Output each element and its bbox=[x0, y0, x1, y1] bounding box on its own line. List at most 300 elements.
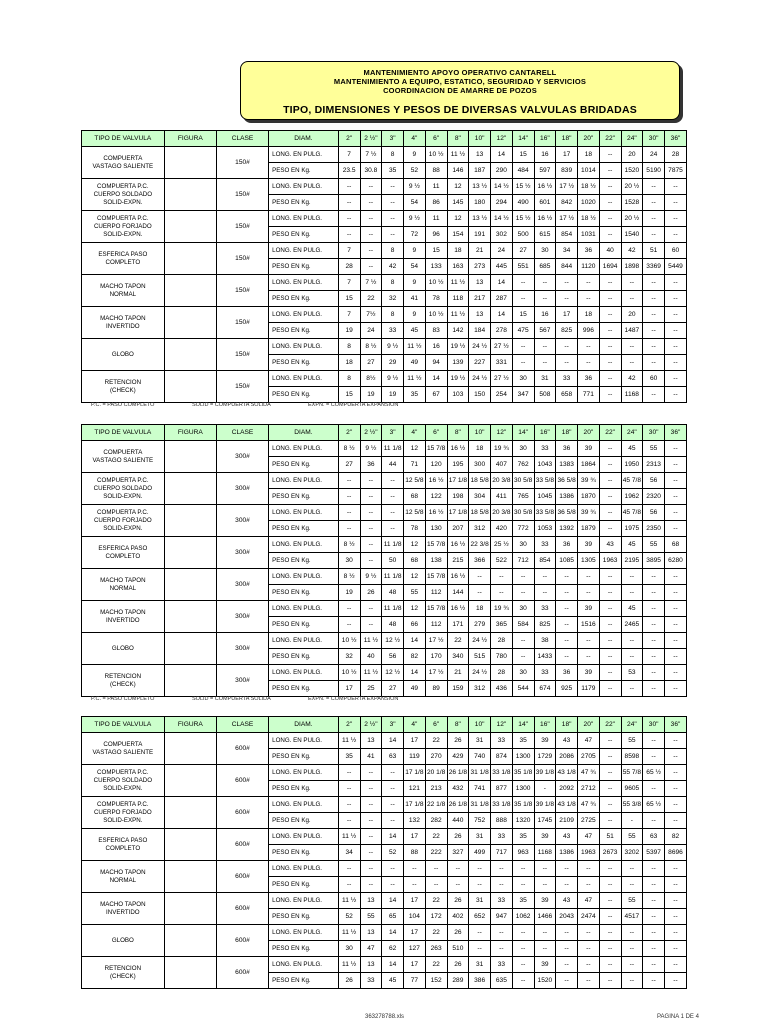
weight-value: 2092 bbox=[556, 781, 578, 797]
weight-value: 445 bbox=[491, 259, 513, 275]
valve-type: MACHO TAPON INVERTIDO bbox=[82, 893, 165, 925]
length-value: 43 bbox=[556, 893, 578, 909]
length-value: 11 1/8 bbox=[382, 537, 404, 553]
column-header: CLASE bbox=[216, 717, 268, 733]
weight-value: 159 bbox=[447, 681, 469, 697]
length-value: 31 bbox=[534, 371, 556, 387]
column-header: 4" bbox=[404, 425, 426, 441]
weight-value: 89 bbox=[425, 681, 447, 697]
length-value: 45 7/8 bbox=[621, 473, 643, 489]
weight-value: 597 bbox=[534, 163, 556, 179]
length-value: -- bbox=[643, 861, 665, 877]
valve-type: MACHO TAPON NORMAL bbox=[82, 861, 165, 893]
valve-table-1 bbox=[81, 424, 687, 697]
length-value: 16 ½ bbox=[425, 473, 447, 489]
column-header: DIAM. bbox=[269, 717, 339, 733]
weight-value: 1300 bbox=[512, 749, 534, 765]
length-value: 31 1/8 bbox=[469, 765, 491, 781]
weight-label: PESO EN Kg. bbox=[269, 617, 339, 633]
length-value: -- bbox=[599, 633, 621, 649]
length-value: 12 5/8 bbox=[404, 505, 426, 521]
weight-value: 180 bbox=[469, 195, 491, 211]
table-row bbox=[82, 829, 687, 845]
length-value: 39 bbox=[534, 957, 556, 973]
column-header: 2 ½" bbox=[360, 131, 382, 147]
length-value: -- bbox=[665, 797, 687, 813]
weight-value: 2350 bbox=[643, 521, 665, 537]
column-header: 20" bbox=[578, 425, 600, 441]
length-value: 40 bbox=[599, 243, 621, 259]
length-value: 17 1/8 bbox=[447, 473, 469, 489]
length-value: 17 ½ bbox=[425, 633, 447, 649]
length-value: 30 5/8 bbox=[512, 473, 534, 489]
length-label: LONG. EN PULG. bbox=[269, 733, 339, 749]
length-value: -- bbox=[665, 765, 687, 781]
length-value: 39 bbox=[578, 441, 600, 457]
length-value: 28 bbox=[665, 147, 687, 163]
weight-value: 35 bbox=[404, 387, 426, 403]
weight-value: 88 bbox=[404, 845, 426, 861]
figure-cell bbox=[164, 957, 216, 989]
weight-value: 19 bbox=[338, 323, 360, 339]
length-value: 22 bbox=[425, 893, 447, 909]
length-value: 16 ½ bbox=[447, 441, 469, 457]
report-header bbox=[240, 61, 680, 120]
length-value: -- bbox=[599, 473, 621, 489]
length-value: 14 bbox=[491, 147, 513, 163]
length-value: 11 1/8 bbox=[382, 601, 404, 617]
column-header: 10" bbox=[469, 131, 491, 147]
length-value: 33 bbox=[556, 371, 578, 387]
length-value: 9 bbox=[404, 307, 426, 323]
weight-value: -- bbox=[643, 355, 665, 371]
column-header: 36" bbox=[665, 425, 687, 441]
weight-value: -- bbox=[360, 617, 382, 633]
length-value: -- bbox=[382, 861, 404, 877]
weight-label: PESO EN Kg. bbox=[269, 585, 339, 601]
length-value: 55 bbox=[621, 893, 643, 909]
length-value: 39 ¾ bbox=[578, 473, 600, 489]
weight-value: 19 bbox=[338, 585, 360, 601]
weight-value: 1962 bbox=[621, 489, 643, 505]
length-value: 13 ½ bbox=[469, 211, 491, 227]
table-row bbox=[82, 665, 687, 681]
length-value: 9 bbox=[404, 147, 426, 163]
weight-value: 1179 bbox=[578, 681, 600, 697]
length-value: -- bbox=[578, 861, 600, 877]
weight-value: 762 bbox=[512, 457, 534, 473]
length-value: 35 bbox=[512, 829, 534, 845]
weight-value: 289 bbox=[447, 973, 469, 989]
weight-value: -- bbox=[643, 227, 665, 243]
weight-value: 96 bbox=[425, 227, 447, 243]
weight-label: PESO EN Kg. bbox=[269, 553, 339, 569]
table-row bbox=[82, 307, 687, 323]
weight-value: 2043 bbox=[556, 909, 578, 925]
weight-value: 5190 bbox=[643, 163, 665, 179]
length-value: 53 bbox=[621, 665, 643, 681]
length-value: 11 bbox=[425, 211, 447, 227]
column-header: CLASE bbox=[216, 131, 268, 147]
column-header: 3" bbox=[382, 717, 404, 733]
weight-value: 146 bbox=[447, 163, 469, 179]
length-value: 27 bbox=[512, 243, 534, 259]
table-row bbox=[82, 537, 687, 553]
weight-value: 510 bbox=[447, 941, 469, 957]
weight-value: 500 bbox=[512, 227, 534, 243]
weight-value: 1870 bbox=[578, 489, 600, 505]
length-value: 12 bbox=[404, 441, 426, 457]
length-value: -- bbox=[621, 925, 643, 941]
weight-value: 103 bbox=[447, 387, 469, 403]
class-cell: 300# bbox=[216, 601, 268, 633]
length-value: 39 bbox=[534, 893, 556, 909]
length-value: -- bbox=[425, 861, 447, 877]
file-name: 363278788.xls bbox=[365, 1014, 405, 1020]
length-value: -- bbox=[665, 925, 687, 941]
weight-value: -- bbox=[665, 973, 687, 989]
weight-value: 302 bbox=[491, 227, 513, 243]
weight-value: 138 bbox=[425, 553, 447, 569]
weight-value: -- bbox=[360, 845, 382, 861]
weight-value: -- bbox=[643, 387, 665, 403]
length-value: 15 ½ bbox=[512, 211, 534, 227]
length-value: 14 bbox=[491, 307, 513, 323]
length-value: -- bbox=[599, 797, 621, 813]
weight-label: PESO EN Kg. bbox=[269, 387, 339, 403]
weight-value: 440 bbox=[447, 813, 469, 829]
length-value: 17 bbox=[556, 147, 578, 163]
report-title: TIPO, DIMENSIONES Y PESOS DE DIVERSAS VALVULAS BRIDADAS bbox=[283, 104, 637, 116]
length-value: 30 bbox=[512, 371, 534, 387]
column-header: 24" bbox=[621, 425, 643, 441]
length-value: 42 bbox=[621, 371, 643, 387]
weight-value: 825 bbox=[534, 617, 556, 633]
weight-value: 24 bbox=[360, 323, 382, 339]
weight-value: 1320 bbox=[512, 813, 534, 829]
length-value: 56 bbox=[643, 505, 665, 521]
weight-value: -- bbox=[621, 877, 643, 893]
length-value: 8½ bbox=[360, 371, 382, 387]
length-value: -- bbox=[578, 633, 600, 649]
length-value: 16 ½ bbox=[447, 569, 469, 585]
length-value: 26 bbox=[447, 829, 469, 845]
length-value: 19 ½ bbox=[447, 371, 469, 387]
weight-value: -- bbox=[621, 291, 643, 307]
weight-value: -- bbox=[621, 973, 643, 989]
length-value: -- bbox=[599, 505, 621, 521]
column-header: 3" bbox=[382, 425, 404, 441]
weight-value: 874 bbox=[491, 749, 513, 765]
weight-value: 1963 bbox=[599, 553, 621, 569]
weight-value: 567 bbox=[534, 323, 556, 339]
weight-value: 1045 bbox=[534, 489, 556, 505]
length-label: LONG. EN PULG. bbox=[269, 275, 339, 291]
weight-value: -- bbox=[534, 941, 556, 957]
valve-type: RETENCION (CHECK) bbox=[82, 957, 165, 989]
weight-value: 86 bbox=[425, 195, 447, 211]
length-value: -- bbox=[512, 569, 534, 585]
column-header: 2" bbox=[338, 425, 360, 441]
column-header: 16" bbox=[534, 717, 556, 733]
length-value: 45 bbox=[621, 601, 643, 617]
weight-value: 72 bbox=[404, 227, 426, 243]
weight-value: 2086 bbox=[556, 749, 578, 765]
length-label: LONG. EN PULG. bbox=[269, 957, 339, 973]
length-value: 43 bbox=[599, 537, 621, 553]
length-value: -- bbox=[556, 633, 578, 649]
column-header: 22" bbox=[599, 717, 621, 733]
valve-type: GLOBO bbox=[82, 633, 165, 665]
weight-value: -- bbox=[360, 259, 382, 275]
length-value: 43 bbox=[556, 733, 578, 749]
length-value: 35 bbox=[512, 893, 534, 909]
weight-value: -- bbox=[599, 973, 621, 989]
length-value: -- bbox=[665, 441, 687, 457]
length-value: -- bbox=[665, 633, 687, 649]
weight-value: 222 bbox=[425, 845, 447, 861]
length-value: 33 bbox=[534, 441, 556, 457]
weight-value: 195 bbox=[447, 457, 469, 473]
weight-value: -- bbox=[621, 681, 643, 697]
length-value: 12 bbox=[404, 569, 426, 585]
length-value: 43 1/8 bbox=[556, 797, 578, 813]
length-value: -- bbox=[599, 211, 621, 227]
valve-type: ESFERICA PASO COMPLETO bbox=[82, 829, 165, 861]
weight-value: -- bbox=[665, 909, 687, 925]
weight-value: 47 bbox=[360, 941, 382, 957]
weight-value: -- bbox=[665, 813, 687, 829]
weight-value: 712 bbox=[512, 553, 534, 569]
length-value: 10 ½ bbox=[425, 275, 447, 291]
length-value: -- bbox=[665, 601, 687, 617]
weight-value: 515 bbox=[469, 649, 491, 665]
length-value: -- bbox=[360, 243, 382, 259]
figure-cell bbox=[164, 275, 216, 307]
weight-label: PESO EN Kg. bbox=[269, 781, 339, 797]
weight-value: -- bbox=[512, 941, 534, 957]
table-header-row bbox=[82, 131, 687, 147]
length-value: -- bbox=[512, 861, 534, 877]
length-value: -- bbox=[578, 925, 600, 941]
length-value: 16 ½ bbox=[425, 505, 447, 521]
header-line-1: MANTENIMIENTO APOYO OPERATIVO CANTARELL bbox=[363, 68, 557, 77]
weight-value: -- bbox=[338, 877, 360, 893]
length-value: 7 bbox=[338, 147, 360, 163]
length-value: 38 bbox=[534, 633, 556, 649]
weight-value: 19 bbox=[382, 387, 404, 403]
weight-value: 635 bbox=[491, 973, 513, 989]
length-label: LONG. EN PULG. bbox=[269, 893, 339, 909]
length-value: -- bbox=[491, 861, 513, 877]
length-value: 18 bbox=[469, 441, 491, 457]
length-value: -- bbox=[599, 147, 621, 163]
weight-value: 685 bbox=[534, 259, 556, 275]
length-value: -- bbox=[512, 957, 534, 973]
length-value: 9 ½ bbox=[382, 339, 404, 355]
length-value: 7 ½ bbox=[360, 275, 382, 291]
weight-value: -- bbox=[599, 291, 621, 307]
length-value: 36 bbox=[556, 537, 578, 553]
class-cell: 150# bbox=[216, 179, 268, 211]
length-value: 28 bbox=[491, 633, 513, 649]
length-value: 17 bbox=[404, 925, 426, 941]
length-value: -- bbox=[491, 569, 513, 585]
weight-value: 2725 bbox=[578, 813, 600, 829]
length-value: 45 bbox=[621, 537, 643, 553]
class-cell: 600# bbox=[216, 829, 268, 861]
length-value: 11 ½ bbox=[447, 147, 469, 163]
length-value: 55 bbox=[621, 733, 643, 749]
weight-value: -- bbox=[665, 521, 687, 537]
length-value: 30 bbox=[512, 601, 534, 617]
length-value: -- bbox=[599, 339, 621, 355]
length-value: -- bbox=[665, 179, 687, 195]
footnote-expn: EXPN. = COMPUERTA EXPANSION bbox=[308, 402, 399, 408]
table-row bbox=[82, 861, 687, 877]
weight-value: 4517 bbox=[621, 909, 643, 925]
weight-value: 26 bbox=[338, 973, 360, 989]
length-value: 9 bbox=[404, 243, 426, 259]
length-value: 18 bbox=[578, 147, 600, 163]
weight-value: 119 bbox=[404, 749, 426, 765]
length-label: LONG. EN PULG. bbox=[269, 179, 339, 195]
column-header: 12" bbox=[491, 425, 513, 441]
valve-type: COMPUERTA VASTAGO SALIENTE bbox=[82, 441, 165, 473]
weight-value: -- bbox=[382, 195, 404, 211]
length-value: -- bbox=[665, 733, 687, 749]
length-value: 55 3/8 bbox=[621, 797, 643, 813]
length-value: 22 bbox=[425, 957, 447, 973]
length-label: LONG. EN PULG. bbox=[269, 307, 339, 323]
column-header: 36" bbox=[665, 717, 687, 733]
length-value: 55 7/8 bbox=[621, 765, 643, 781]
length-value: -- bbox=[599, 601, 621, 617]
class-cell: 150# bbox=[216, 147, 268, 179]
weight-value: -- bbox=[469, 941, 491, 957]
length-value: 22 bbox=[425, 829, 447, 845]
weight-value: 1864 bbox=[578, 457, 600, 473]
weight-value: 17 bbox=[338, 681, 360, 697]
weight-value: 62 bbox=[382, 941, 404, 957]
weight-value: 56 bbox=[382, 649, 404, 665]
weight-value: 2712 bbox=[578, 781, 600, 797]
column-header: 2 ½" bbox=[360, 717, 382, 733]
length-value: 63 bbox=[643, 829, 665, 845]
column-header: 2" bbox=[338, 131, 360, 147]
weight-value: 30 bbox=[338, 553, 360, 569]
length-value: -- bbox=[599, 441, 621, 457]
length-value: -- bbox=[404, 861, 426, 877]
length-value: 11 1/8 bbox=[382, 569, 404, 585]
figure-cell bbox=[164, 441, 216, 473]
valve-type: MACHO TAPON NORMAL bbox=[82, 569, 165, 601]
length-value: 15 7/8 bbox=[425, 601, 447, 617]
weight-value: -- bbox=[360, 877, 382, 893]
length-value: -- bbox=[665, 665, 687, 681]
weight-value: -- bbox=[599, 877, 621, 893]
weight-value: -- bbox=[599, 227, 621, 243]
weight-value: 2313 bbox=[643, 457, 665, 473]
length-value: 35 1/8 bbox=[512, 797, 534, 813]
length-value: -- bbox=[643, 601, 665, 617]
weight-value: 71 bbox=[404, 457, 426, 473]
length-value: 30 5/8 bbox=[512, 505, 534, 521]
table-row bbox=[82, 211, 687, 227]
weight-value: 15 bbox=[338, 387, 360, 403]
weight-value: 300 bbox=[469, 457, 491, 473]
length-value: 30 bbox=[534, 243, 556, 259]
weight-value: -- bbox=[665, 877, 687, 893]
weight-value: -- bbox=[338, 521, 360, 537]
length-value: 36 bbox=[556, 441, 578, 457]
length-value: 22 bbox=[447, 633, 469, 649]
figure-cell bbox=[164, 925, 216, 957]
valve-type: COMPUERTA P.C. CUERPO FORJADO SOLID-EXPN. bbox=[82, 797, 165, 829]
length-value: -- bbox=[360, 473, 382, 489]
length-value: -- bbox=[665, 275, 687, 291]
weight-value: -- bbox=[578, 973, 600, 989]
length-value: 16 ½ bbox=[447, 537, 469, 553]
length-value: 17 ½ bbox=[425, 665, 447, 681]
weight-value: -- bbox=[425, 877, 447, 893]
weight-value: 30 bbox=[338, 941, 360, 957]
class-cell: 600# bbox=[216, 957, 268, 989]
length-label: LONG. EN PULG. bbox=[269, 665, 339, 681]
length-value: 39 bbox=[534, 829, 556, 845]
length-value: -- bbox=[469, 861, 491, 877]
weight-value: 6280 bbox=[665, 553, 687, 569]
weight-value: -- bbox=[447, 877, 469, 893]
column-header: TIPO DE VALVULA bbox=[82, 717, 165, 733]
weight-value: 191 bbox=[469, 227, 491, 243]
weight-value: 780 bbox=[491, 649, 513, 665]
length-value: 33 5/8 bbox=[534, 505, 556, 521]
length-value: -- bbox=[599, 925, 621, 941]
length-value: 10 ½ bbox=[338, 633, 360, 649]
length-value: 14 bbox=[382, 957, 404, 973]
column-header: 14" bbox=[512, 717, 534, 733]
length-value: -- bbox=[599, 733, 621, 749]
length-value: 11 ½ bbox=[447, 307, 469, 323]
weight-value: 120 bbox=[425, 457, 447, 473]
weight-value: 1516 bbox=[578, 617, 600, 633]
length-value: -- bbox=[382, 179, 404, 195]
weight-value: -- bbox=[578, 585, 600, 601]
length-label: LONG. EN PULG. bbox=[269, 797, 339, 813]
weight-value: -- bbox=[534, 291, 556, 307]
length-label: LONG. EN PULG. bbox=[269, 371, 339, 387]
class-cell: 150# bbox=[216, 307, 268, 339]
weight-value: 2320 bbox=[643, 489, 665, 505]
weight-value: -- bbox=[338, 195, 360, 211]
length-value: 13 bbox=[469, 275, 491, 291]
length-value: 31 1/8 bbox=[469, 797, 491, 813]
length-value: 11 ½ bbox=[404, 371, 426, 387]
length-value: -- bbox=[665, 371, 687, 387]
weight-value: 3369 bbox=[643, 259, 665, 275]
length-value: 8 bbox=[382, 307, 404, 323]
weight-value: 27 bbox=[360, 355, 382, 371]
weight-value: -- bbox=[534, 877, 556, 893]
weight-value: 287 bbox=[491, 291, 513, 307]
length-value: 19 ¾ bbox=[491, 601, 513, 617]
length-value: 21 bbox=[469, 243, 491, 259]
length-label: LONG. EN PULG. bbox=[269, 601, 339, 617]
weight-value: 1168 bbox=[621, 387, 643, 403]
weight-value: 187 bbox=[469, 163, 491, 179]
weight-value: 1062 bbox=[512, 909, 534, 925]
